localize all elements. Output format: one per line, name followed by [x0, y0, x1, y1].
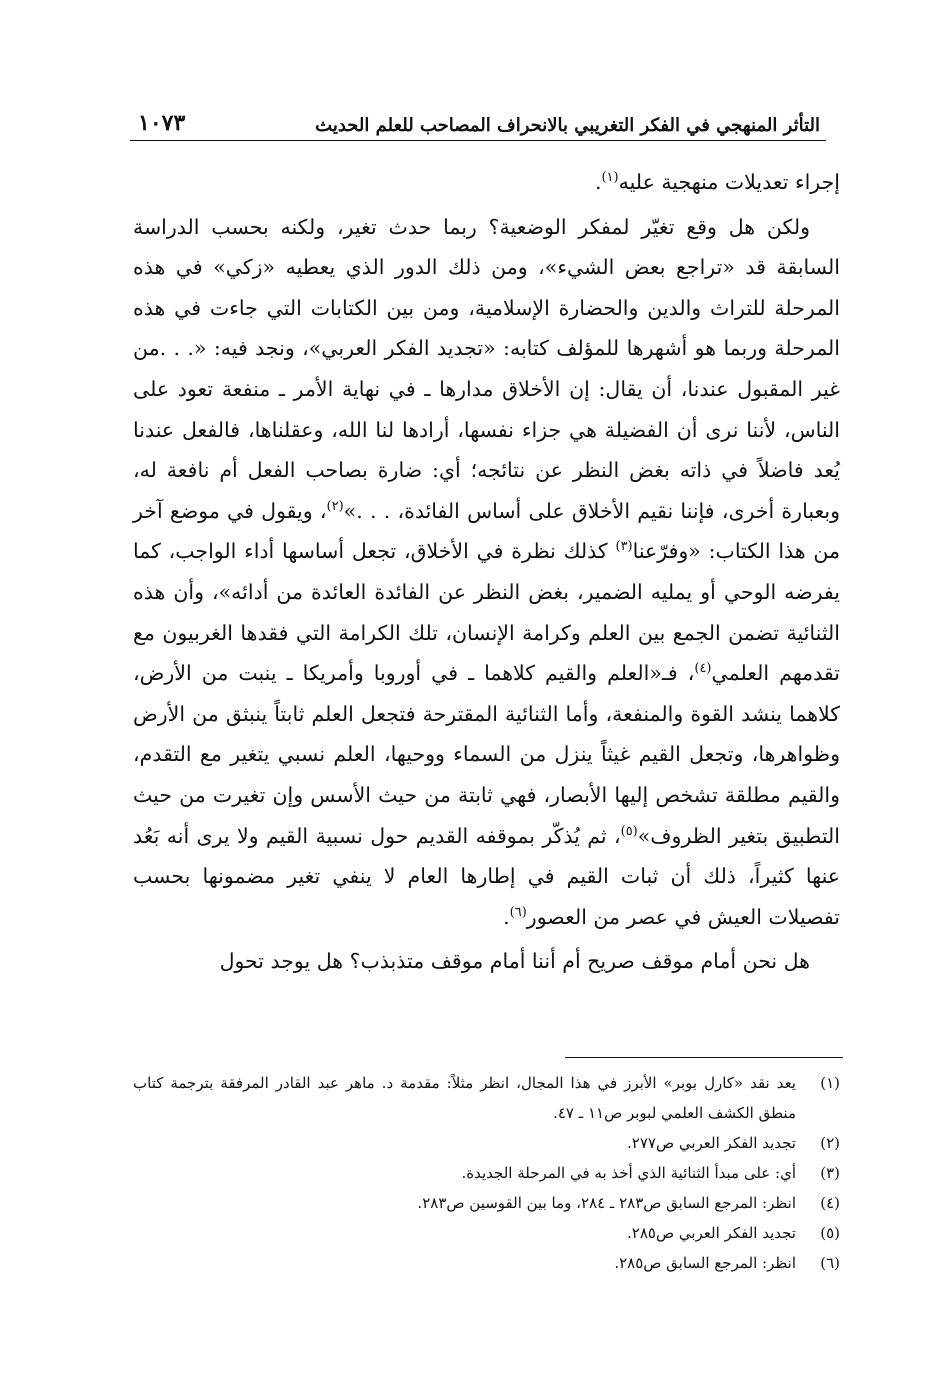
footnote-ref-2: (٢) — [326, 498, 344, 514]
paragraph-3: هل نحن أمام موقف صريح أم أننا أمام موقف متذبذب؟ هل يوجد تحول — [219, 949, 810, 974]
footnote-ref-5: (٥) — [620, 823, 638, 839]
page-header — [138, 96, 820, 136]
running-title: التأثر المنهجي في الفكر التغريبي بالانحراف المصاحب للعلم الحديث — [315, 115, 820, 136]
footnote-separator — [565, 1057, 843, 1058]
paragraph-1: إجراء تعديلات منهجية عليه$^{(١)}$. — [594, 170, 840, 194]
header-rule — [130, 140, 826, 141]
footnote: (٤) انظر: المرجع السابق ص٢٨٣ ـ ٢٨٤، وما بين القوسين ص٢٨٣. — [417, 1194, 840, 1212]
footnote-ref-3: (٣) — [615, 539, 633, 555]
paragraph-2: ولكن هل وقع تغيّر لمفكر الوضعية؟ ربما حدث تغير، ولكنه بحسب الدراسة السابقة قد «تراجع بعض الشيء»، ومن ذلك الدور الذي يعطيه «زكي» في هذه المرحلة للتراث والدين والحضارة الإسلامية، ومن بين الكتابات التي جاءت في هذه المرحلة وربما هو أشهرها للمؤلف كتابه: «تجديد الفكر العربي»، ونجد فيه: «. . .من غير المقبول عندنا، أن يقال: إن الأخلاق مدارها ـ في نهاية الأمر ـ منفعة تعود على الناس، لأننا نرى أن الفضيلة هي جزاء نفسها، أرادها لنا الله، وعقلناها، فالفعل عندنا يُعد فاضلاً في ذاته بغض النظر عن نتائجه؛ أي: ضارة بصاحب الفعل أم نافعة له، وبعبارة أخرى، فإننا نقيم الأخلاق على أساس الفائدة، . . .»$^{(٢)}$، ويقول في موضع آخر من هذا الكتاب: «وفرّعنا$^{(٣)}$ كذلك نظرة في الأخلاق، تجعل أساسها أداء الواجب، كما يفرضه الوحي أو يمليه الضمير، بغض النظر عن الفائدة العائدة من أدائه»، وأن هذه الثنائية تضمن الجمع بين العلم وكرامة الإنسان، تلك الكرامة التي فقدها الغربيون مع تقدمهم العلمي$^{(٤)}$، فـ«العلم والقيم كلاهما ـ في أوروبا وأمريكا ـ ينبت من الأرض، كلاهما ينشد القوة والمنفعة، وأما الثنائية المقترحة فتجعل العلم ثابتاً ينبثق من الأرض وظواهرها، وتجعل القيم غيثاً ينزل من السماء ووحيها، العلم نسبي يتغير مع التقدم، والقيم مطلقة تشخص إليها الأبصار، فهي ثابتة من حيث الأسس وإن تغيرت من حيث التطبيق بتغير الظروف»$^{(٥)}$، ثم يُذكّر بموقفه القديم حول نسبية القيم ولا يرى أنه بَعُد عنها كثيراً، ذلك أن ثبات القيم في إطارها العام لا ينفي تغير مضمونها بحسب تفصيلات العيش في عصر من العصور$^{(٦)}$. — [133, 214, 840, 929]
footnotes — [133, 1068, 840, 1278]
footnote-ref-4: (٤) — [694, 661, 712, 677]
footnote: (١) يعد نقد «كارل بوبر» الأبرز في هذا المجال، انظر مثلاً: مقدمة د. ماهر عبد القادر المرفقة بترجمة كتاب منطق الكشف العلمي لبوبر ص١١ ـ ٤٧. — [133, 1074, 840, 1122]
main-text — [133, 162, 840, 982]
footnote: (٦) انظر: المرجع السابق ص٢٨٥. — [614, 1254, 840, 1272]
footnote: (٣) أي: على مبدأ الثنائية الذي أخذ به في المرحلة الجديدة. — [461, 1164, 840, 1182]
page-number: ١٠٧٣ — [138, 110, 186, 136]
footnote: (٢) تجديد الفكر العربي ص٢٧٧. — [627, 1134, 840, 1152]
footnote-ref-6: (٦) — [509, 904, 527, 920]
footnote-ref-1: (١) — [601, 170, 619, 186]
footnote: (٥) تجديد الفكر العربي ص٢٨٥. — [627, 1224, 840, 1242]
